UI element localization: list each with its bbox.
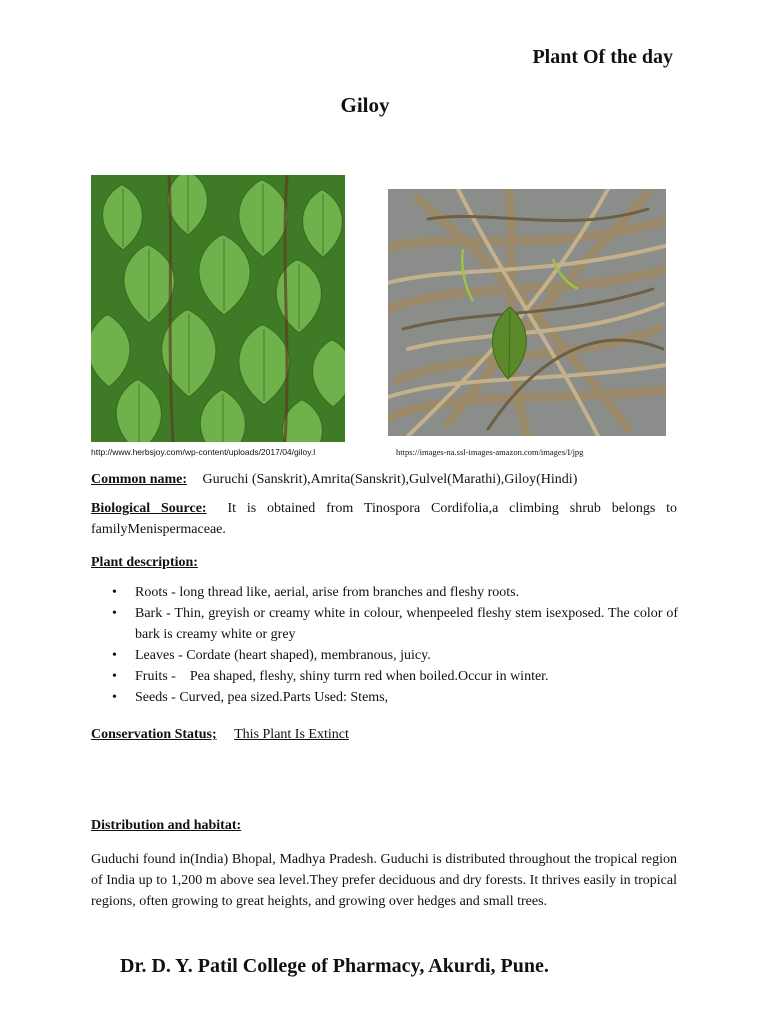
list-item: • Seeds - Curved, pea sized.Parts Used: Stems, xyxy=(112,687,678,708)
image-caption-leaves: http://www.herbsjoy.com/wp-content/uploads/2017/04/giloy.l xyxy=(91,447,316,457)
common-name-row xyxy=(91,469,577,490)
biological-source-row xyxy=(91,498,677,540)
list-item: • Bark - Thin, greyish or creamy white in colour, whenpeeled fleshy stem isexposed. The color of bark is creamy white or grey xyxy=(112,603,678,645)
list-item: • Roots - long thread like, aerial, arise from branches and fleshy roots. xyxy=(112,582,678,603)
giloy-stems-photo xyxy=(388,189,666,436)
distribution-text: Guduchi found in(India) Bhopal, Madhya Pradesh. Guduchi is distributed throughout the tropical region of India up to 1,200 m above sea level.They prefer deciduous and dry forests. It thrives easily in tropical regions, often growing to great heights, and growing over hedges and small trees. xyxy=(91,852,677,909)
biological-source-label: Biological Source: xyxy=(91,501,207,516)
giloy-leaves-photo xyxy=(91,175,345,442)
distribution-heading: Distribution and habitat: xyxy=(91,818,242,833)
list-item: • Fruits - Pea shaped, fleshy, shiny turrn red when boiled.Occur in winter. xyxy=(112,666,678,687)
plant-description-heading: Plant description: xyxy=(91,555,198,570)
list-item: • Leaves - Cordate (heart shaped), membranous, juicy. xyxy=(112,645,678,666)
plant-name-title: Giloy xyxy=(340,93,390,117)
conservation-status-row xyxy=(91,724,349,745)
conservation-status-value: This Plant Is Extinct xyxy=(234,727,349,742)
image-caption-stems: https://images-na.ssl-images-amazon.com/images/I/jpg xyxy=(396,447,584,457)
institution-footer: Dr. D. Y. Patil College of Pharmacy, Akurdi, Pune. xyxy=(120,955,549,977)
header-title: Plant Of the day xyxy=(532,46,673,68)
common-name-label: Common name: xyxy=(91,472,188,487)
biological-source-value: It is obtained from Tinospora Cordifolia,a climbing shrub belongs to familyMenispermaceae. xyxy=(91,501,678,537)
common-name-value: Guruchi (Sanskrit),Amrita(Sanskrit),Gulvel(Marathi),Giloy(Hindi) xyxy=(202,472,578,487)
conservation-status-label: Conservation Status; xyxy=(91,727,217,742)
plant-description-list xyxy=(112,582,678,708)
